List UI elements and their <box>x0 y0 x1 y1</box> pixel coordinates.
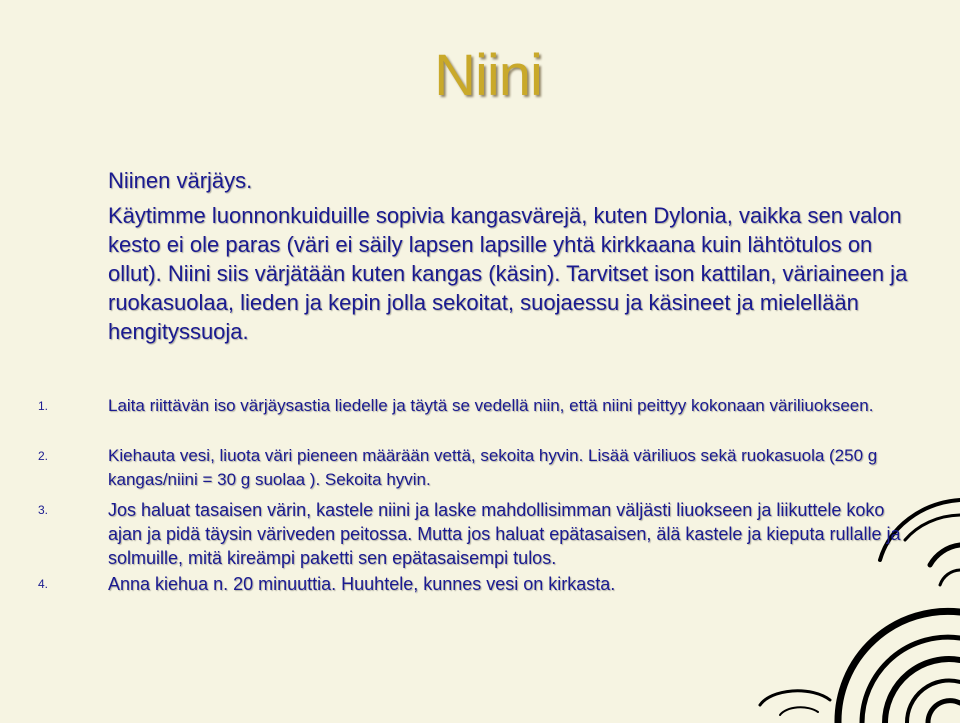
step-number: 3. <box>38 503 49 517</box>
step-number: 2. <box>38 449 49 463</box>
step-text: Kiehauta vesi, liuota väri pieneen määrään vettä, sekoita hyvin. Lisää väriliuos sekä ruokasuola (250 g kangas/niini = 30 g suolaa ). Sekoita hyvin. <box>108 446 878 489</box>
step-number: 4. <box>38 577 49 591</box>
step-text: Laita riittävän iso värjäysastia liedelle ja täytä se vedellä niin, että niini peittyy kokonaan väriliuokseen. <box>108 396 874 415</box>
step-number: 1. <box>38 399 49 413</box>
step-text: Jos haluat tasaisen värin, kastele niini ja laske mahdollisimman väljästi liuokseen ja liikuttele koko ajan ja pidä täysin väriveden peitossa. Mutta jos haluat epätasaisen, älä kastele ja kieputa rullalle ja solmuille, mitä kireämpi paketti sen epätasaisempi tulos. <box>108 500 901 568</box>
section-heading: Niinen värjäys. <box>108 168 253 193</box>
intro-paragraph: Käytimme luonnonkuiduille sopivia kangasvärejä, kuten Dylonia, vaikka sen valon kesto ei ole paras (väri ei säily lapsen lapsille yhtä kirkkaana kuin lähtötulos on ollut). Niini siis värjätään kuten kangas (käsin). Tarvitset ison kattilan, väriaineen ja ruokasuolaa, lieden ja kepin jolla sekoitat, suojaessu ja käsineet ja mielellään hengityssuoja. <box>108 203 908 344</box>
step-text: Anna kiehua n. 20 minuuttia. Huuhtele, kunnes vesi on kirkasta. <box>108 574 616 594</box>
slide-title: Niini <box>434 43 542 108</box>
